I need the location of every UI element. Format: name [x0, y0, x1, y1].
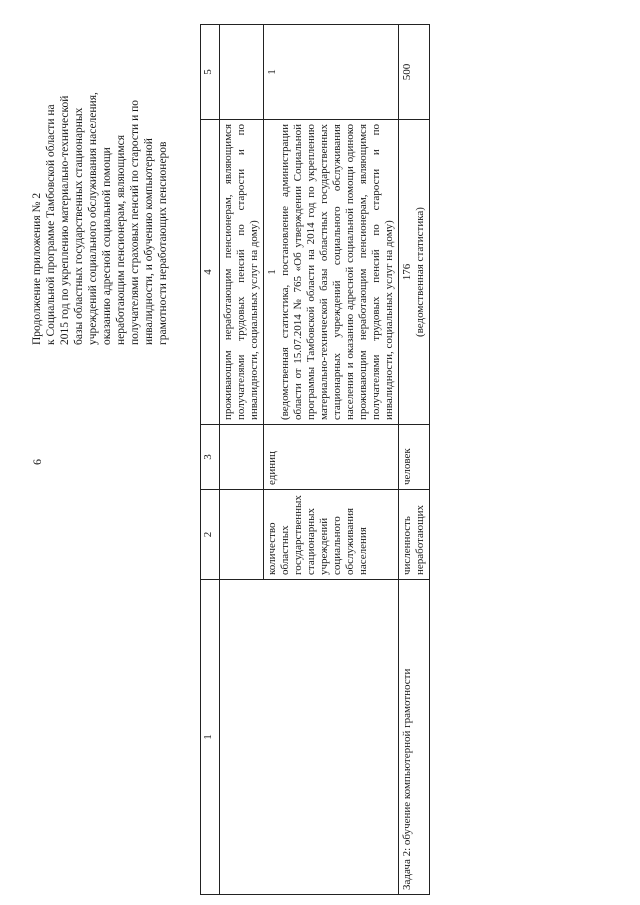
task-title: Задача 2: обучение компьютерной грамотности — [399, 580, 430, 895]
unit-cell: человек — [399, 425, 430, 490]
table-cell — [220, 490, 264, 580]
appendix-header — [30, 15, 170, 345]
table-cell — [220, 25, 264, 120]
unit-cell: единиц — [264, 425, 399, 490]
target-value: 1 — [264, 25, 399, 120]
column-number: 5 — [201, 25, 220, 120]
header-line: оказанию адресной социальной помощи — [101, 147, 113, 345]
header-line: грамотности неработающих пенсионеров — [157, 141, 169, 345]
table-row — [220, 25, 264, 895]
baseline-cell — [264, 120, 399, 425]
header-line: учреждений социального обслуживания населения, — [87, 92, 99, 345]
baseline-cell — [399, 120, 430, 425]
header-line: Продолжение приложения № 2 — [31, 192, 43, 345]
header-line: к Социальной программе Тамбовской области на — [45, 104, 57, 345]
table-cell — [220, 580, 399, 895]
header-line: базы областных государственных стационарных — [73, 107, 85, 345]
column-number: 1 — [201, 580, 220, 895]
baseline-value: 1 — [266, 269, 278, 275]
column-number-row — [201, 25, 220, 895]
header-line: получателями страховых пенсий по старости и по — [129, 100, 141, 345]
header-line: инвалидности, и обучению компьютерной — [143, 138, 155, 345]
source-text: (ведомственная статистика) — [414, 207, 426, 337]
indicator-name: количество областных государственных стационарных учреждений социального обслуживания населения — [264, 490, 399, 580]
column-number: 2 — [201, 490, 220, 580]
header-line: 2015 год по укреплению материально-технической — [59, 95, 71, 345]
page-number: 6 — [30, 459, 44, 465]
column-number: 3 — [201, 425, 220, 490]
source-text: проживающим неработающим пенсионерам, являющимся получателями трудовых пенсий по старости и по инвалидности, социальных услуг на дому) — [220, 120, 264, 425]
table-row — [399, 25, 430, 895]
header-line: неработающим пенсионерам, являющимся — [115, 134, 127, 345]
column-number: 4 — [201, 120, 220, 425]
table-cell — [220, 425, 264, 490]
indicator-name: численность неработающих — [399, 490, 430, 580]
baseline-value: 176 — [401, 263, 413, 281]
target-value: 500 — [399, 25, 430, 120]
indicators-table — [200, 24, 430, 895]
source-text: (ведомственная статистика, постановление администрации области от 15.07.2014 № 765 «Об утверждении Социальной программы Тамбовской области на 2014 год по укреплению материально-технической базы областных государственных стационарных учреждений социального обслуживания населения и оказанию адресной социальной помощи одиноко проживающим неработающим пенсионерам, являющимся получателями трудовых пенсий по старости и по инвалидности, социальных услуг на дому) — [279, 124, 395, 420]
